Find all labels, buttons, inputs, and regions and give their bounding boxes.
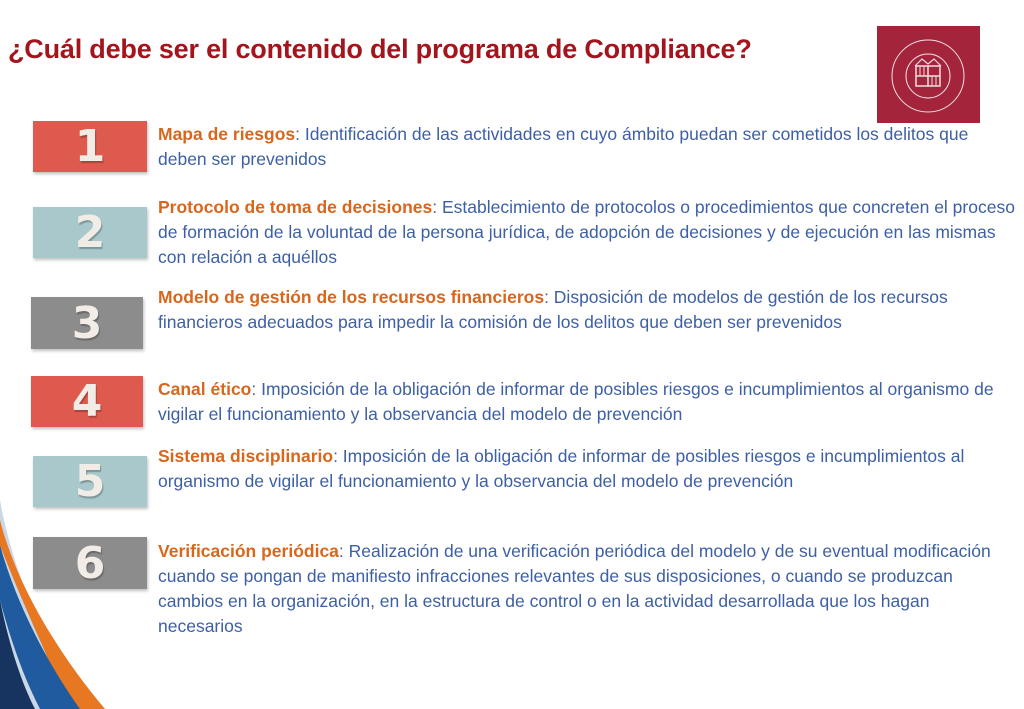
number-box-4: 4 — [31, 376, 143, 427]
number-box-5: 5 — [33, 456, 147, 507]
item-2 — [158, 195, 1018, 270]
number-box-3: 3 — [31, 297, 143, 349]
item-3 — [158, 285, 1018, 335]
item-term: Canal ético — [158, 379, 252, 399]
page-title: ¿Cuál debe ser el contenido del programa de Compliance? — [8, 34, 752, 64]
item-description: : Realización de una verificación periódica del modelo y de su eventual modificación cuando se pongan de manifiesto infracciones relevantes de sus disposiciones, o cuando se produzcan cambios en la organización, en la estructura de control o en la actividad desarrollada que los hagan necesarios — [158, 541, 991, 636]
college-seal-icon — [877, 26, 980, 123]
item-description: : Imposición de la obligación de informar de posibles riesgos e incumplimientos al organismo de vigilar el funcionamiento y la observancia del modelo de prevención — [158, 379, 994, 424]
item-description: : Disposición de modelos de gestión de los recursos financieros adecuados para impedir la comisión de los delitos que deben ser prevenidos — [158, 287, 948, 332]
item-term: Protocolo de toma de decisiones — [158, 197, 433, 217]
number-box-6: 6 — [33, 537, 147, 589]
item-term: Mapa de riesgos — [158, 124, 296, 144]
item-term: Verificación periódica — [158, 541, 339, 561]
item-term: Modelo de gestión de los recursos financieros — [158, 287, 545, 307]
number-box-1: 1 — [33, 121, 147, 172]
item-term: Sistema disciplinario — [158, 446, 334, 466]
item-description: : Identificación de las actividades en cuyo ámbito puedan ser cometidos los delitos que deben ser prevenidos — [158, 124, 969, 169]
college-logo — [877, 26, 980, 123]
item-1 — [158, 122, 1018, 172]
item-description: : Imposición de la obligación de informar de posibles riesgos e incumplimientos al organismo de vigilar el funcionamiento y la observancia del modelo de prevención — [158, 446, 965, 491]
number-box-2: 2 — [33, 207, 147, 258]
item-6 — [158, 539, 1018, 639]
item-4 — [158, 377, 1018, 427]
item-description: : Establecimiento de protocolos o procedimientos que concreten el proceso de formación de la voluntad de la persona jurídica, de adopción de decisiones y de ejecución en las mismas con relación a aquéllos — [158, 197, 1015, 267]
item-5 — [158, 444, 1018, 494]
